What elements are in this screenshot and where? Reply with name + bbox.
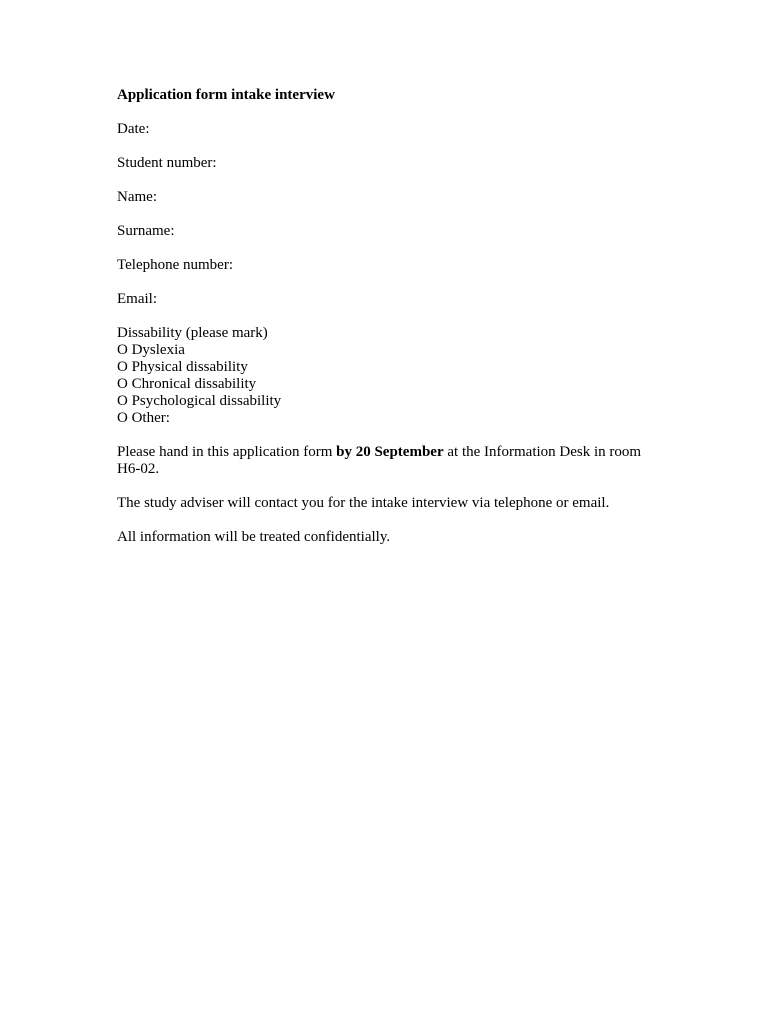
instructions-paragraph xyxy=(117,444,657,478)
field-date: Date: xyxy=(117,121,150,137)
field-name: Name: xyxy=(117,189,157,205)
confidential-note: All information will be treated confidentially. xyxy=(117,529,391,545)
option-psychological: O Psychological dissability xyxy=(117,393,282,409)
field-student-number: Student number: xyxy=(117,155,217,171)
instructions-deadline: by 20 September xyxy=(336,444,444,460)
option-physical: O Physical dissability xyxy=(117,359,248,375)
option-other: O Other: xyxy=(117,410,170,426)
contact-note: The study adviser will contact you for the intake interview via telephone or email. xyxy=(117,495,610,511)
disability-section xyxy=(117,325,657,427)
instructions-before: Please hand in this application form xyxy=(117,444,337,460)
document-page xyxy=(117,87,657,563)
option-chronical: O Chronical dissability xyxy=(117,376,257,392)
form-title: Application form intake interview xyxy=(117,87,335,103)
field-email: Email: xyxy=(117,291,157,307)
field-telephone: Telephone number: xyxy=(117,257,233,273)
field-surname: Surname: xyxy=(117,223,175,239)
instructions-after: at the Information Desk in room H6-02. xyxy=(117,444,642,477)
option-dyslexia: O Dyslexia xyxy=(117,342,185,358)
disability-heading: Dissability (please mark) xyxy=(117,325,268,341)
